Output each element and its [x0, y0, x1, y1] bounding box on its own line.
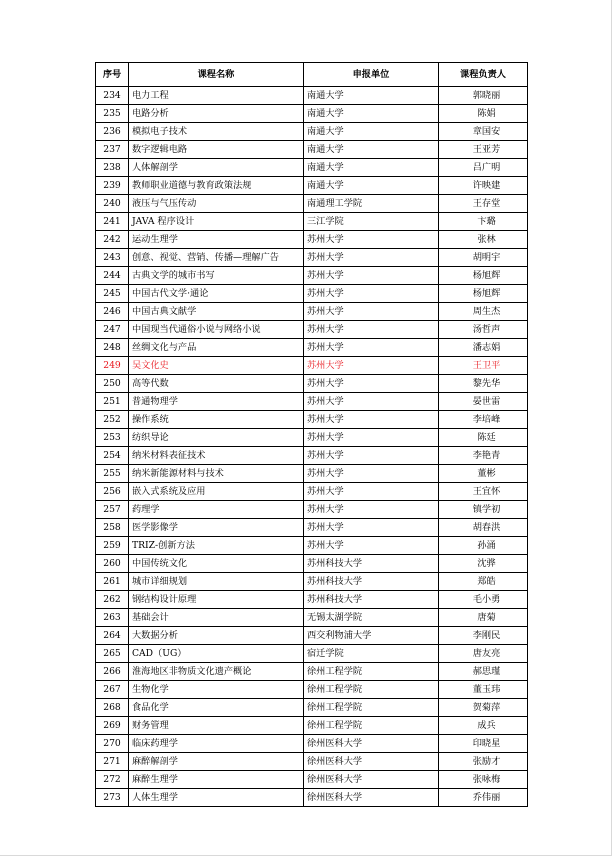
table-row — [96, 339, 528, 357]
cell-owner: 王存堂 — [439, 195, 528, 213]
cell-unit: 南通大学 — [304, 177, 439, 195]
table-row — [96, 627, 528, 645]
cell-owner: 陈廷 — [439, 429, 528, 447]
cell-no: 272 — [96, 771, 129, 789]
cell-no: 262 — [96, 591, 129, 609]
table-row — [96, 501, 528, 519]
cell-course-name: 纳米新能源材料与技术 — [129, 465, 304, 483]
cell-course-name: 液压与气压传动 — [129, 195, 304, 213]
cell-course-name: 吴文化史 — [129, 357, 304, 375]
cell-owner: 晏世雷 — [439, 393, 528, 411]
cell-unit: 三江学院 — [304, 213, 439, 231]
table-row — [96, 789, 528, 807]
cell-course-name: 钢结构设计原理 — [129, 591, 304, 609]
cell-no: 264 — [96, 627, 129, 645]
cell-course-name: 操作系统 — [129, 411, 304, 429]
cell-owner: 乔伟丽 — [439, 789, 528, 807]
cell-no: 271 — [96, 753, 129, 771]
table-row — [96, 753, 528, 771]
cell-owner: 王宜怀 — [439, 483, 528, 501]
cell-course-name: 食品化学 — [129, 699, 304, 717]
table-row — [96, 87, 528, 105]
cell-owner: 孙涌 — [439, 537, 528, 555]
table-row — [96, 159, 528, 177]
cell-no: 243 — [96, 249, 129, 267]
cell-unit: 南通大学 — [304, 159, 439, 177]
cell-no: 267 — [96, 681, 129, 699]
cell-owner: 毛小勇 — [439, 591, 528, 609]
cell-owner: 镇学初 — [439, 501, 528, 519]
cell-unit: 苏州大学 — [304, 375, 439, 393]
cell-owner: 成兵 — [439, 717, 528, 735]
cell-course-name: 模拟电子技术 — [129, 123, 304, 141]
cell-course-name: 医学影像学 — [129, 519, 304, 537]
table-header-row — [96, 63, 528, 87]
table-row — [96, 249, 528, 267]
cell-course-name: TRIZ-创新方法 — [129, 537, 304, 555]
table-row — [96, 483, 528, 501]
table-row — [96, 123, 528, 141]
cell-course-name: 人体生理学 — [129, 789, 304, 807]
cell-owner: 章国安 — [439, 123, 528, 141]
table-row — [96, 141, 528, 159]
table-row — [96, 177, 528, 195]
cell-no: 235 — [96, 105, 129, 123]
cell-no: 258 — [96, 519, 129, 537]
cell-no: 251 — [96, 393, 129, 411]
cell-no: 263 — [96, 609, 129, 627]
cell-no: 253 — [96, 429, 129, 447]
cell-no: 256 — [96, 483, 129, 501]
table-row — [96, 447, 528, 465]
cell-no: 244 — [96, 267, 129, 285]
cell-owner: 吕广明 — [439, 159, 528, 177]
cell-course-name: 中国古代文学·通论 — [129, 285, 304, 303]
cell-unit: 苏州大学 — [304, 303, 439, 321]
table-row — [96, 555, 528, 573]
cell-course-name: 人体解剖学 — [129, 159, 304, 177]
cell-unit: 苏州大学 — [304, 447, 439, 465]
cell-course-name: 中国现当代通俗小说与网络小说 — [129, 321, 304, 339]
cell-owner: 卞璐 — [439, 213, 528, 231]
cell-unit: 苏州科技大学 — [304, 573, 439, 591]
cell-owner: 沈骅 — [439, 555, 528, 573]
cell-owner: 周生杰 — [439, 303, 528, 321]
table-row — [96, 105, 528, 123]
cell-no: 240 — [96, 195, 129, 213]
cell-course-name: 数字逻辑电路 — [129, 141, 304, 159]
cell-no: 237 — [96, 141, 129, 159]
cell-unit: 徐州医科大学 — [304, 771, 439, 789]
cell-no: 248 — [96, 339, 129, 357]
cell-owner: 王亚芳 — [439, 141, 528, 159]
cell-owner: 唐友亮 — [439, 645, 528, 663]
cell-owner: 潘志娟 — [439, 339, 528, 357]
table-row — [96, 357, 528, 375]
cell-course-name: 麻醉生理学 — [129, 771, 304, 789]
cell-unit: 苏州大学 — [304, 411, 439, 429]
cell-course-name: 城市详细规划 — [129, 573, 304, 591]
cell-owner: 印晓星 — [439, 735, 528, 753]
cell-course-name: 临床药理学 — [129, 735, 304, 753]
cell-unit: 徐州工程学院 — [304, 663, 439, 681]
table-row — [96, 681, 528, 699]
cell-course-name: 纳米材料表征技术 — [129, 447, 304, 465]
table-row — [96, 699, 528, 717]
cell-owner: 董彬 — [439, 465, 528, 483]
course-table — [95, 62, 528, 807]
table-row — [96, 321, 528, 339]
cell-unit: 苏州大学 — [304, 285, 439, 303]
cell-no: 250 — [96, 375, 129, 393]
cell-owner: 陈娟 — [439, 105, 528, 123]
cell-course-name: 教师职业道德与教育政策法规 — [129, 177, 304, 195]
cell-course-name: 运动生理学 — [129, 231, 304, 249]
cell-owner: 杨旭辉 — [439, 267, 528, 285]
cell-unit: 苏州科技大学 — [304, 591, 439, 609]
table-row — [96, 537, 528, 555]
table-body — [96, 87, 528, 807]
cell-no: 255 — [96, 465, 129, 483]
cell-no: 239 — [96, 177, 129, 195]
cell-owner: 张林 — [439, 231, 528, 249]
cell-owner: 李培峰 — [439, 411, 528, 429]
table-row — [96, 231, 528, 249]
cell-course-name: 电力工程 — [129, 87, 304, 105]
cell-no: 261 — [96, 573, 129, 591]
table-row — [96, 303, 528, 321]
cell-no: 246 — [96, 303, 129, 321]
cell-course-name: 普通物理学 — [129, 393, 304, 411]
cell-owner: 张励才 — [439, 753, 528, 771]
cell-course-name: 嵌入式系统及应用 — [129, 483, 304, 501]
cell-no: 241 — [96, 213, 129, 231]
cell-course-name: 古典文学的城市书写 — [129, 267, 304, 285]
cell-owner: 杨旭辉 — [439, 285, 528, 303]
cell-unit: 苏州大学 — [304, 249, 439, 267]
cell-owner: 郝思瑾 — [439, 663, 528, 681]
cell-no: 257 — [96, 501, 129, 519]
cell-no: 260 — [96, 555, 129, 573]
cell-owner: 董玉玮 — [439, 681, 528, 699]
cell-owner: 郭晓丽 — [439, 87, 528, 105]
table-row — [96, 195, 528, 213]
cell-unit: 苏州大学 — [304, 519, 439, 537]
cell-unit: 宿迁学院 — [304, 645, 439, 663]
table-row — [96, 519, 528, 537]
cell-owner: 王卫平 — [439, 357, 528, 375]
cell-unit: 苏州大学 — [304, 483, 439, 501]
cell-unit: 南通理工学院 — [304, 195, 439, 213]
header-unit: 申报单位 — [304, 63, 439, 87]
cell-no: 266 — [96, 663, 129, 681]
cell-unit: 苏州大学 — [304, 339, 439, 357]
cell-course-name: 麻醉解剖学 — [129, 753, 304, 771]
cell-course-name: 大数据分析 — [129, 627, 304, 645]
cell-unit: 苏州大学 — [304, 267, 439, 285]
header-owner: 课程负责人 — [439, 63, 528, 87]
table-row — [96, 663, 528, 681]
cell-owner: 胡明宇 — [439, 249, 528, 267]
cell-unit: 苏州大学 — [304, 465, 439, 483]
table-row — [96, 375, 528, 393]
cell-unit: 徐州医科大学 — [304, 789, 439, 807]
cell-unit: 徐州工程学院 — [304, 699, 439, 717]
cell-unit: 南通大学 — [304, 123, 439, 141]
cell-course-name: 生物化学 — [129, 681, 304, 699]
cell-unit: 苏州大学 — [304, 231, 439, 249]
cell-no: 259 — [96, 537, 129, 555]
cell-unit: 徐州工程学院 — [304, 681, 439, 699]
table-row — [96, 465, 528, 483]
cell-no: 234 — [96, 87, 129, 105]
cell-no: 252 — [96, 411, 129, 429]
cell-no: 245 — [96, 285, 129, 303]
cell-owner: 李刚民 — [439, 627, 528, 645]
cell-course-name: 高等代数 — [129, 375, 304, 393]
cell-no: 238 — [96, 159, 129, 177]
cell-unit: 苏州大学 — [304, 357, 439, 375]
cell-unit: 徐州医科大学 — [304, 735, 439, 753]
cell-no: 268 — [96, 699, 129, 717]
table-row — [96, 735, 528, 753]
cell-course-name: 财务管理 — [129, 717, 304, 735]
cell-owner: 张咏梅 — [439, 771, 528, 789]
table-row — [96, 771, 528, 789]
cell-unit: 苏州大学 — [304, 501, 439, 519]
table-row — [96, 645, 528, 663]
cell-no: 269 — [96, 717, 129, 735]
header-no: 序号 — [96, 63, 129, 87]
cell-unit: 苏州科技大学 — [304, 555, 439, 573]
table-row — [96, 285, 528, 303]
cell-course-name: 电路分析 — [129, 105, 304, 123]
cell-unit: 徐州工程学院 — [304, 717, 439, 735]
cell-no: 270 — [96, 735, 129, 753]
cell-course-name: JAVA 程序设计 — [129, 213, 304, 231]
cell-no: 236 — [96, 123, 129, 141]
header-course-name: 课程名称 — [129, 63, 304, 87]
cell-owner: 汤哲声 — [439, 321, 528, 339]
table-row — [96, 393, 528, 411]
cell-owner: 胡春洪 — [439, 519, 528, 537]
cell-course-name: 基础会计 — [129, 609, 304, 627]
cell-unit: 苏州大学 — [304, 393, 439, 411]
cell-unit: 苏州大学 — [304, 537, 439, 555]
cell-course-name: 中国古典文献学 — [129, 303, 304, 321]
cell-no: 247 — [96, 321, 129, 339]
cell-course-name: CAD（UG） — [129, 645, 304, 663]
cell-no: 265 — [96, 645, 129, 663]
cell-unit: 苏州大学 — [304, 429, 439, 447]
cell-owner: 郑皓 — [439, 573, 528, 591]
cell-course-name: 药理学 — [129, 501, 304, 519]
cell-course-name: 创意、视觉、营销、传播—理解广告 — [129, 249, 304, 267]
table-row — [96, 213, 528, 231]
cell-no: 249 — [96, 357, 129, 375]
cell-course-name: 丝绸文化与产品 — [129, 339, 304, 357]
cell-unit: 南通大学 — [304, 105, 439, 123]
table-row — [96, 267, 528, 285]
table-row — [96, 411, 528, 429]
cell-unit: 苏州大学 — [304, 321, 439, 339]
table-row — [96, 609, 528, 627]
cell-owner: 贺菊萍 — [439, 699, 528, 717]
cell-course-name: 纺织导论 — [129, 429, 304, 447]
table-row — [96, 717, 528, 735]
table-row — [96, 591, 528, 609]
table-row — [96, 429, 528, 447]
cell-course-name: 淮海地区非物质文化遗产概论 — [129, 663, 304, 681]
cell-no: 273 — [96, 789, 129, 807]
cell-course-name: 中国传统文化 — [129, 555, 304, 573]
table-row — [96, 573, 528, 591]
cell-owner: 黎先华 — [439, 375, 528, 393]
cell-owner: 唐菊 — [439, 609, 528, 627]
cell-unit: 南通大学 — [304, 141, 439, 159]
cell-unit: 南通大学 — [304, 87, 439, 105]
cell-unit: 徐州医科大学 — [304, 753, 439, 771]
cell-owner: 李艳青 — [439, 447, 528, 465]
cell-no: 242 — [96, 231, 129, 249]
cell-owner: 许映建 — [439, 177, 528, 195]
cell-no: 254 — [96, 447, 129, 465]
cell-unit: 西交利物浦大学 — [304, 627, 439, 645]
cell-unit: 无锡太湖学院 — [304, 609, 439, 627]
